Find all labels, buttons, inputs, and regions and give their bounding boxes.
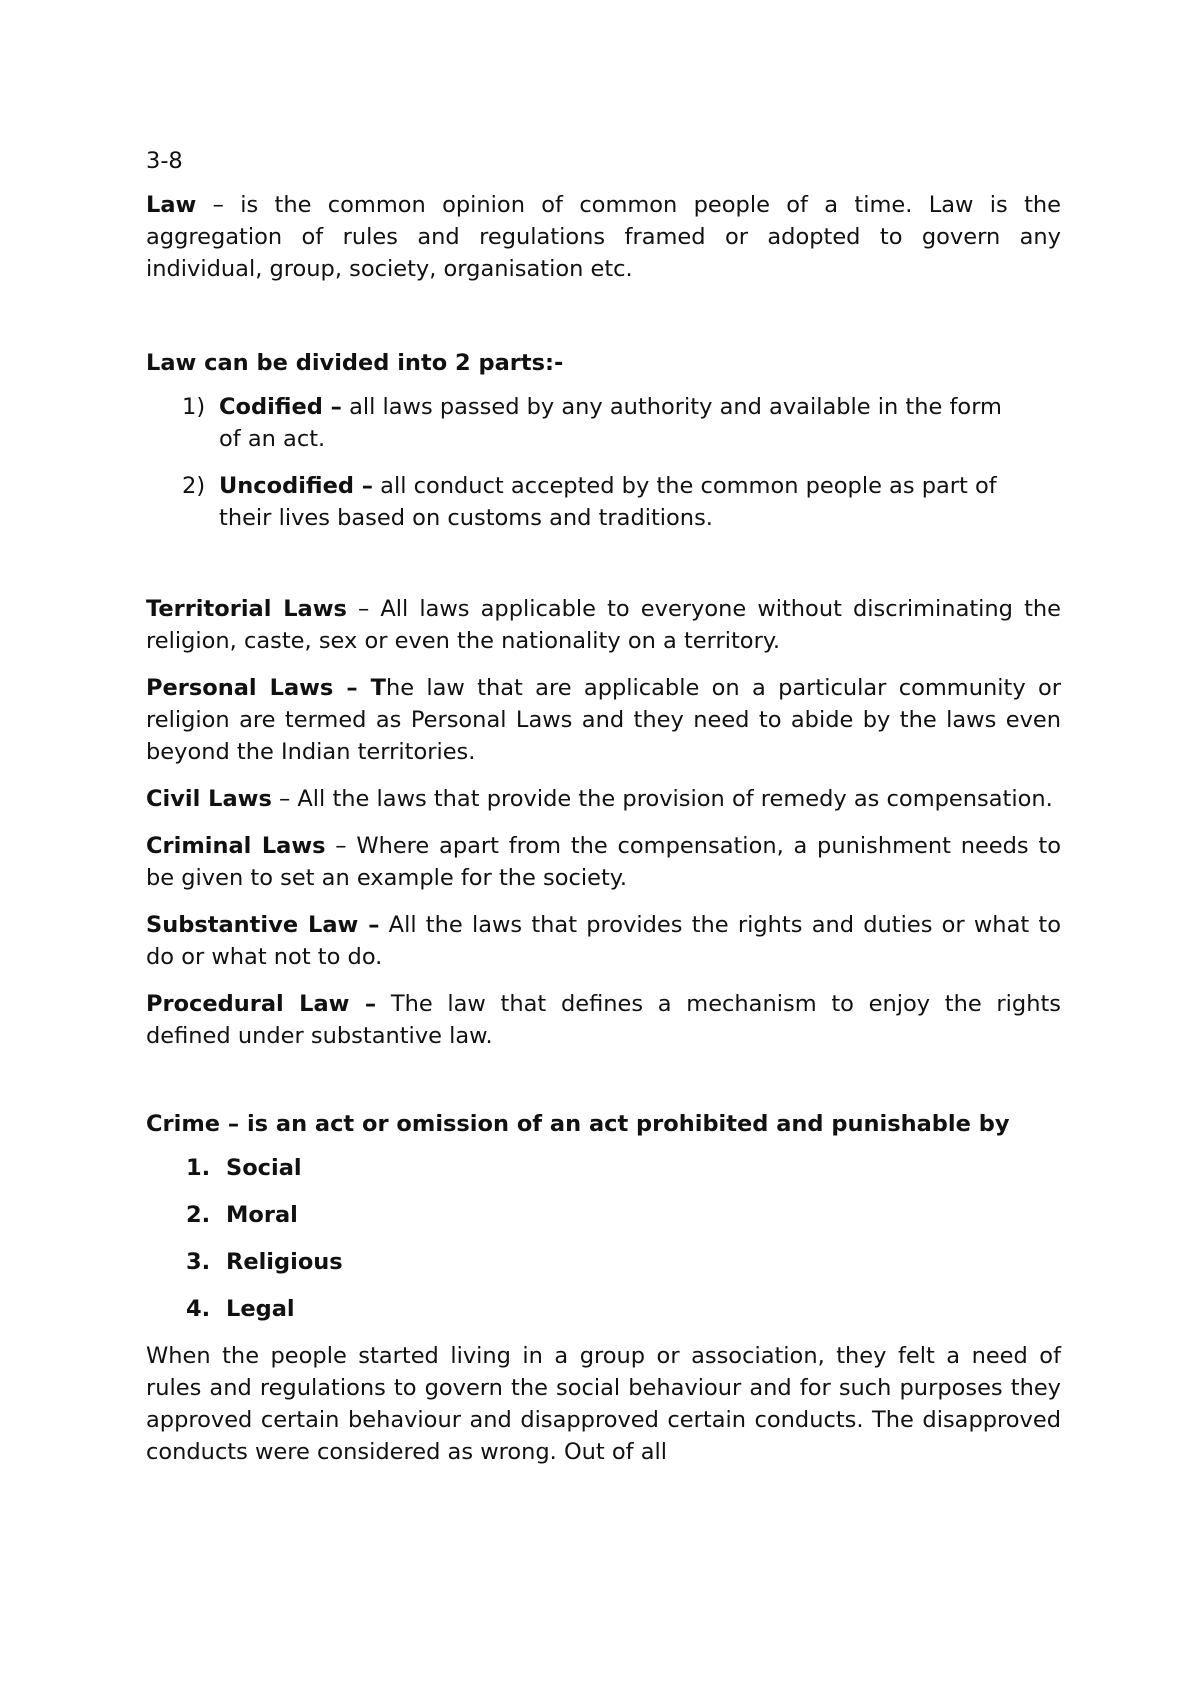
definition-term: Civil Laws [146,786,272,812]
list-marker: 2. [186,1202,211,1228]
list-marker: 2) [182,473,206,499]
definition-text: – All laws applicable to everyone without discriminating the religion, caste, sex or even the nationality on a territory. [146,596,1061,654]
definition-procedural-law [146,988,1061,1052]
part-text: all laws passed by any authority and available in the form of an act. [219,394,1002,452]
list-item [146,470,1029,534]
part-term: Codified – [219,394,342,420]
law-term: Law [146,192,197,218]
list-marker: 3. [186,1249,211,1275]
list-marker: 1) [182,394,206,420]
crime-list [146,1152,1061,1325]
document-page [146,145,1061,1468]
definition-text: he law that are applicable on a particular community or religion are termed as Personal Laws and they need to abide by the laws even beyond the Indian territories. [146,675,1061,765]
definition-term: Personal Laws – T [146,675,386,701]
list-marker: 1. [186,1155,211,1181]
definition-term: Substantive Law – [146,912,380,938]
list-item [146,1199,1061,1231]
crime-category: Religious [226,1249,343,1275]
definition-text: All the laws that provides the rights and duties or what to do or what not to do. [146,912,1061,970]
parts-heading: Law can be divided into 2 parts:- [146,350,564,376]
closing-paragraph: When the people started living in a group or association, they felt a need of rules and regulations to govern the social behaviour and for such purposes they approved certain behaviour and disapproved certain conducts. The disapproved conducts were considered as wrong. Out of all [146,1343,1061,1465]
definition-civil-laws [146,783,1061,815]
definition-territorial-laws [146,593,1061,657]
crime-category: Legal [226,1296,295,1322]
definition-term: Procedural Law – [146,991,377,1017]
crime-heading: Crime – is an act or omission of an act prohibited and punishable by [146,1111,1010,1137]
list-item [146,391,1029,455]
law-definition-text: – is the common opinion of common people of a time. Law is the aggregation of rules and regulations framed or adopted to govern any individual, group, society, organisation etc. [146,192,1061,282]
list-marker: 4. [186,1296,211,1322]
crime-category: Moral [226,1202,298,1228]
page-number: 3-8 [146,148,183,174]
part-text: all conduct accepted by the common people as part of their lives based on customs and traditions. [219,473,997,531]
crime-category: Social [226,1155,302,1181]
definition-text: – All the laws that provide the provision of remedy as compensation. [271,786,1053,812]
definition-text: – Where apart from the compensation, a punishment needs to be given to set an example for the society. [146,833,1061,891]
definition-text: The law that defines a mechanism to enjoy the rights defined under substantive law. [146,991,1062,1049]
definition-criminal-laws [146,830,1061,894]
part-term: Uncodified – [219,473,374,499]
definition-personal-laws [146,672,1061,768]
list-item [146,1246,1061,1278]
parts-list [146,391,1061,534]
definition-term: Territorial Laws [146,596,347,622]
list-item [146,1152,1061,1184]
definition-substantive-law [146,909,1061,973]
list-item [146,1293,1061,1325]
definition-term: Criminal Laws [146,833,326,859]
law-definition [146,189,1061,285]
